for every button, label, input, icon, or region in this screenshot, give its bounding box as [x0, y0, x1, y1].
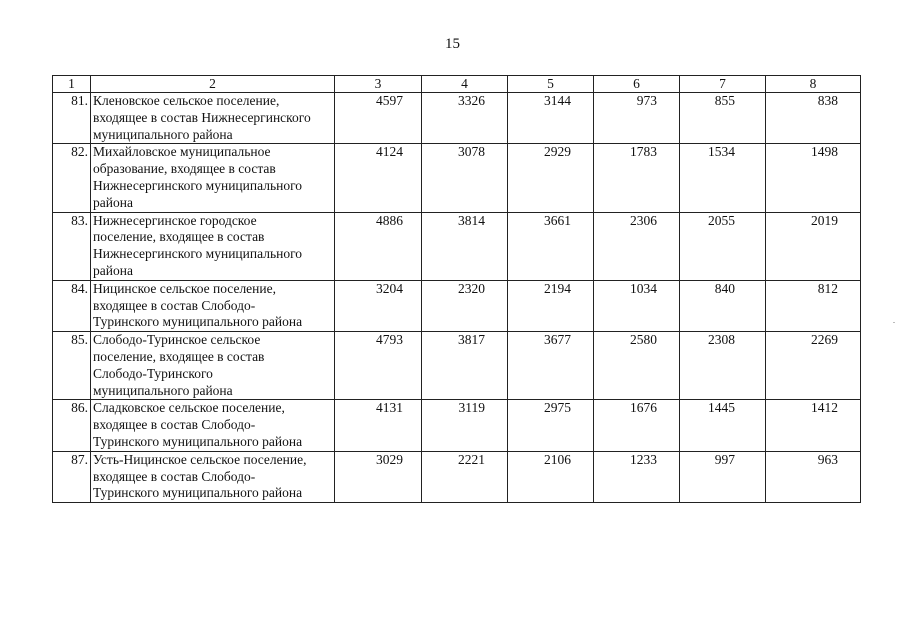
- value-cell: 840: [680, 280, 766, 331]
- value-cell: 2221: [422, 451, 508, 502]
- row-number: 83.: [53, 212, 91, 280]
- value-cell: 2975: [508, 400, 594, 451]
- value-cell: 3677: [508, 332, 594, 400]
- table-row: [53, 93, 861, 144]
- value-cell: 2019: [766, 212, 861, 280]
- column-header: 8: [766, 76, 861, 93]
- table-row: [53, 144, 861, 212]
- value-cell: 3078: [422, 144, 508, 212]
- value-cell: 2269: [766, 332, 861, 400]
- table-body: [53, 93, 861, 503]
- column-header: 4: [422, 76, 508, 93]
- column-header: 7: [680, 76, 766, 93]
- page-number: 15: [445, 36, 460, 52]
- scan-speck: [893, 322, 895, 323]
- column-header: 5: [508, 76, 594, 93]
- value-cell: 2106: [508, 451, 594, 502]
- row-number: 87.: [53, 451, 91, 502]
- municipality-name: Нижнесергинское городское поселение, входящее в состав Нижнесергинского муниципального района: [91, 212, 335, 280]
- column-header: 3: [335, 76, 422, 93]
- value-cell: 2929: [508, 144, 594, 212]
- value-cell: 997: [680, 451, 766, 502]
- value-cell: 2055: [680, 212, 766, 280]
- value-cell: 1534: [680, 144, 766, 212]
- value-cell: 2306: [594, 212, 680, 280]
- row-number: 84.: [53, 280, 91, 331]
- table-row: [53, 400, 861, 451]
- value-cell: 973: [594, 93, 680, 144]
- value-cell: 1676: [594, 400, 680, 451]
- value-cell: 1783: [594, 144, 680, 212]
- row-number: 81.: [53, 93, 91, 144]
- value-cell: 3661: [508, 212, 594, 280]
- value-cell: 1498: [766, 144, 861, 212]
- value-cell: 2320: [422, 280, 508, 331]
- value-cell: 3326: [422, 93, 508, 144]
- value-cell: 838: [766, 93, 861, 144]
- value-cell: 3144: [508, 93, 594, 144]
- table-row: [53, 451, 861, 502]
- value-cell: 1445: [680, 400, 766, 451]
- data-table: [52, 75, 861, 503]
- value-cell: 1034: [594, 280, 680, 331]
- value-cell: 1233: [594, 451, 680, 502]
- row-number: 82.: [53, 144, 91, 212]
- municipality-name: Сладковское сельское поселение, входящее в состав Слободо- Туринского муниципального района: [91, 400, 335, 451]
- municipality-name: Усть-Ницинское сельское поселение, входящее в состав Слободо- Туринского муниципального района: [91, 451, 335, 502]
- value-cell: 4597: [335, 93, 422, 144]
- row-number: 86.: [53, 400, 91, 451]
- table-row: [53, 280, 861, 331]
- value-cell: 812: [766, 280, 861, 331]
- value-cell: 4793: [335, 332, 422, 400]
- value-cell: 3119: [422, 400, 508, 451]
- value-cell: 2308: [680, 332, 766, 400]
- value-cell: 855: [680, 93, 766, 144]
- value-cell: 4131: [335, 400, 422, 451]
- column-header: 2: [91, 76, 335, 93]
- table-row: [53, 212, 861, 280]
- value-cell: 3204: [335, 280, 422, 331]
- value-cell: 4886: [335, 212, 422, 280]
- value-cell: 3814: [422, 212, 508, 280]
- row-number: 85.: [53, 332, 91, 400]
- value-cell: 2580: [594, 332, 680, 400]
- municipality-name: Слободо-Туринское сельское поселение, входящее в состав Слободо-Туринского муниципального района: [91, 332, 335, 400]
- value-cell: 963: [766, 451, 861, 502]
- value-cell: 1412: [766, 400, 861, 451]
- municipality-name: Ницинское сельское поселение, входящее в состав Слободо- Туринского муниципального района: [91, 280, 335, 331]
- table-row: [53, 332, 861, 400]
- value-cell: 4124: [335, 144, 422, 212]
- value-cell: 2194: [508, 280, 594, 331]
- municipality-name: Михайловское муниципальное образование, входящее в состав Нижнесергинского муниципального района: [91, 144, 335, 212]
- municipality-name: Кленовское сельское поселение, входящее в состав Нижнесергинского муниципального района: [91, 93, 335, 144]
- column-header: 1: [53, 76, 91, 93]
- value-cell: 3029: [335, 451, 422, 502]
- header-row: [53, 76, 861, 93]
- value-cell: 3817: [422, 332, 508, 400]
- column-header: 6: [594, 76, 680, 93]
